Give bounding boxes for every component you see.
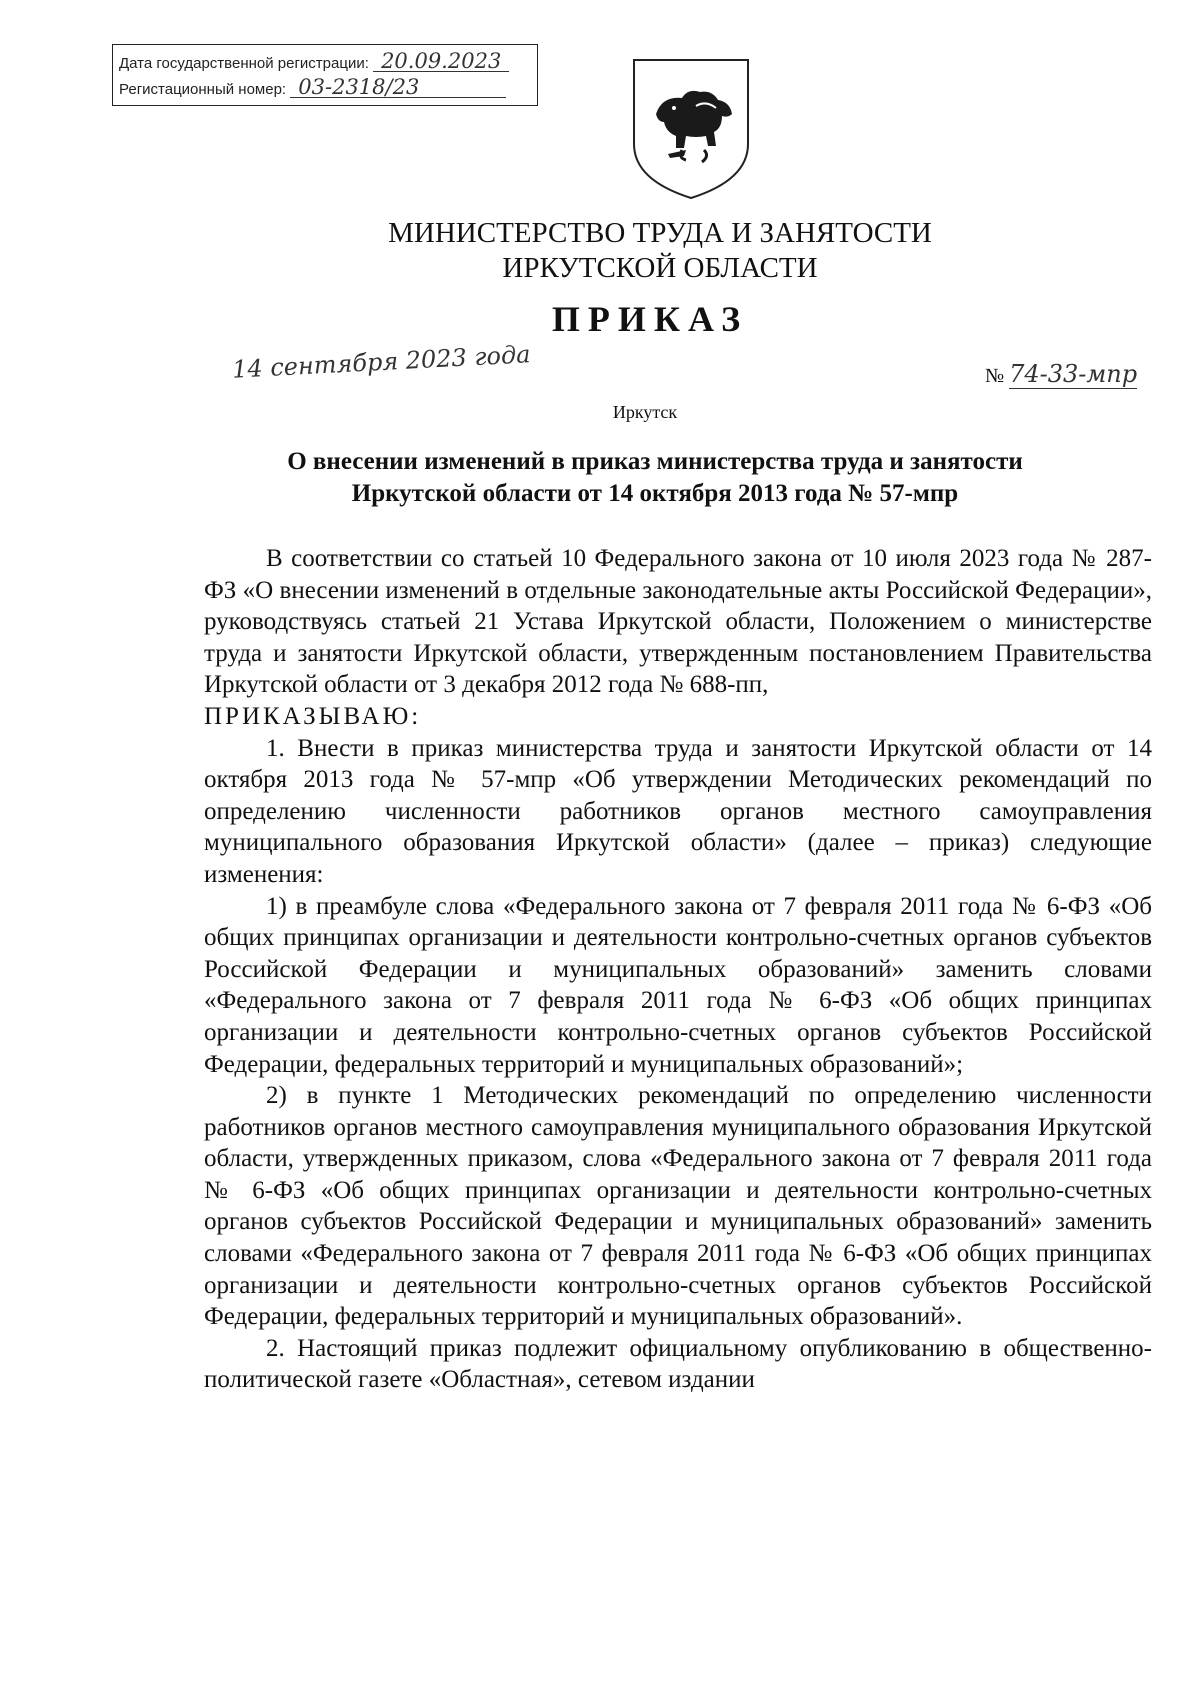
item-1-paragraph: 1. Внести в приказ министерства труда и занятости Иркутской области от 14 октября 2013 года № 57-мпр «Об утверждении Методических рекомендаций по определению численности работников органов местного самоуправления муниципального образования Иркутской области» (далее – приказ) следующие изменения: xyxy=(204,734,1152,888)
item-2-paragraph: 2. Настоящий приказ подлежит официальному опубликованию в общественно-политической газете «Областная», сетевом издании xyxy=(204,1334,1152,1394)
document-type: ПРИКАЗ xyxy=(551,299,749,339)
city: Иркутск xyxy=(612,402,678,422)
registration-date-label: Дата государственной регистрации: xyxy=(119,55,369,72)
document-body xyxy=(204,543,1152,1396)
decree-word: ПРИКАЗЫВАЮ: xyxy=(204,702,422,730)
item-1-1-paragraph: 1) в преамбуле слова «Федерального закона от 7 февраля 2011 года № 6-ФЗ «Об общих принципах организации и деятельности контрольно-счетных органов субъектов Российской Федерации и муниципальных образований» заменить словами «Федерального закона от 7 февраля 2011 года № 6-ФЗ «Об общих принципах организации и деятельности контрольно-счетных органов субъектов Российской Федерации, федеральных территорий и муниципальных образований»; xyxy=(204,892,1152,1078)
coat-of-arms-icon xyxy=(626,52,756,202)
item-1-2-paragraph: 2) в пункте 1 Методических рекомендаций по определению численности работников органов местного самоуправления муниципального образования Иркутской области, утвержденных приказом, слова «Федерального закона от 7 февраля 2011 года № 6-ФЗ «Об общих принципах организации и деятельности контрольно-счетных органов субъектов Российской Федерации и муниципальных образований» заменить словами «Федерального закона от 7 февраля 2011 года № 6-ФЗ «Об общих принципах организации и деятельности контрольно-счетных органов субъектов Российской Федерации, федеральных территорий и муниципальных образований». xyxy=(204,1082,1152,1331)
handwritten-date: 14 сентября 2023 года xyxy=(231,340,532,384)
ministry-line-2: ИРКУТСКОЙ ОБЛАСТИ xyxy=(502,252,818,284)
document-subject xyxy=(200,446,1110,510)
number-prefix: № xyxy=(985,365,1005,387)
document-number xyxy=(985,360,1137,388)
registration-stamp xyxy=(112,44,538,106)
subject-line-1: О внесении изменений в приказ министерства труда и занятости xyxy=(287,448,1023,475)
registration-number-value: 03-2318/23 xyxy=(290,77,506,98)
subject-line-2: Иркутской области от 14 октября 2013 года № 57-мпр xyxy=(351,480,959,507)
number-handwritten: 74-33-мпр xyxy=(1009,360,1138,388)
registration-number-row xyxy=(119,77,506,98)
registration-number-label: Регистационный номер: xyxy=(119,81,287,98)
ministry-name xyxy=(60,216,1200,286)
registration-date-row xyxy=(119,51,509,72)
preamble-paragraph: В соответствии со статьей 10 Федерального закона от 10 июля 2023 года № 287-ФЗ «О внесении изменений в отдельные законодательные акты Российской Федерации», руководствуясь статьей 21 Устава Иркутской области, Положением о министерстве труда и занятости Иркутской области, утвержденным постановлением Правительства Иркутской области от 3 декабря 2012 года № 688-пп, xyxy=(204,545,1152,699)
ministry-line-1: МИНИСТЕРСТВО ТРУДА И ЗАНЯТОСТИ xyxy=(388,217,932,249)
registration-date-value: 20.09.2023 xyxy=(373,51,509,72)
